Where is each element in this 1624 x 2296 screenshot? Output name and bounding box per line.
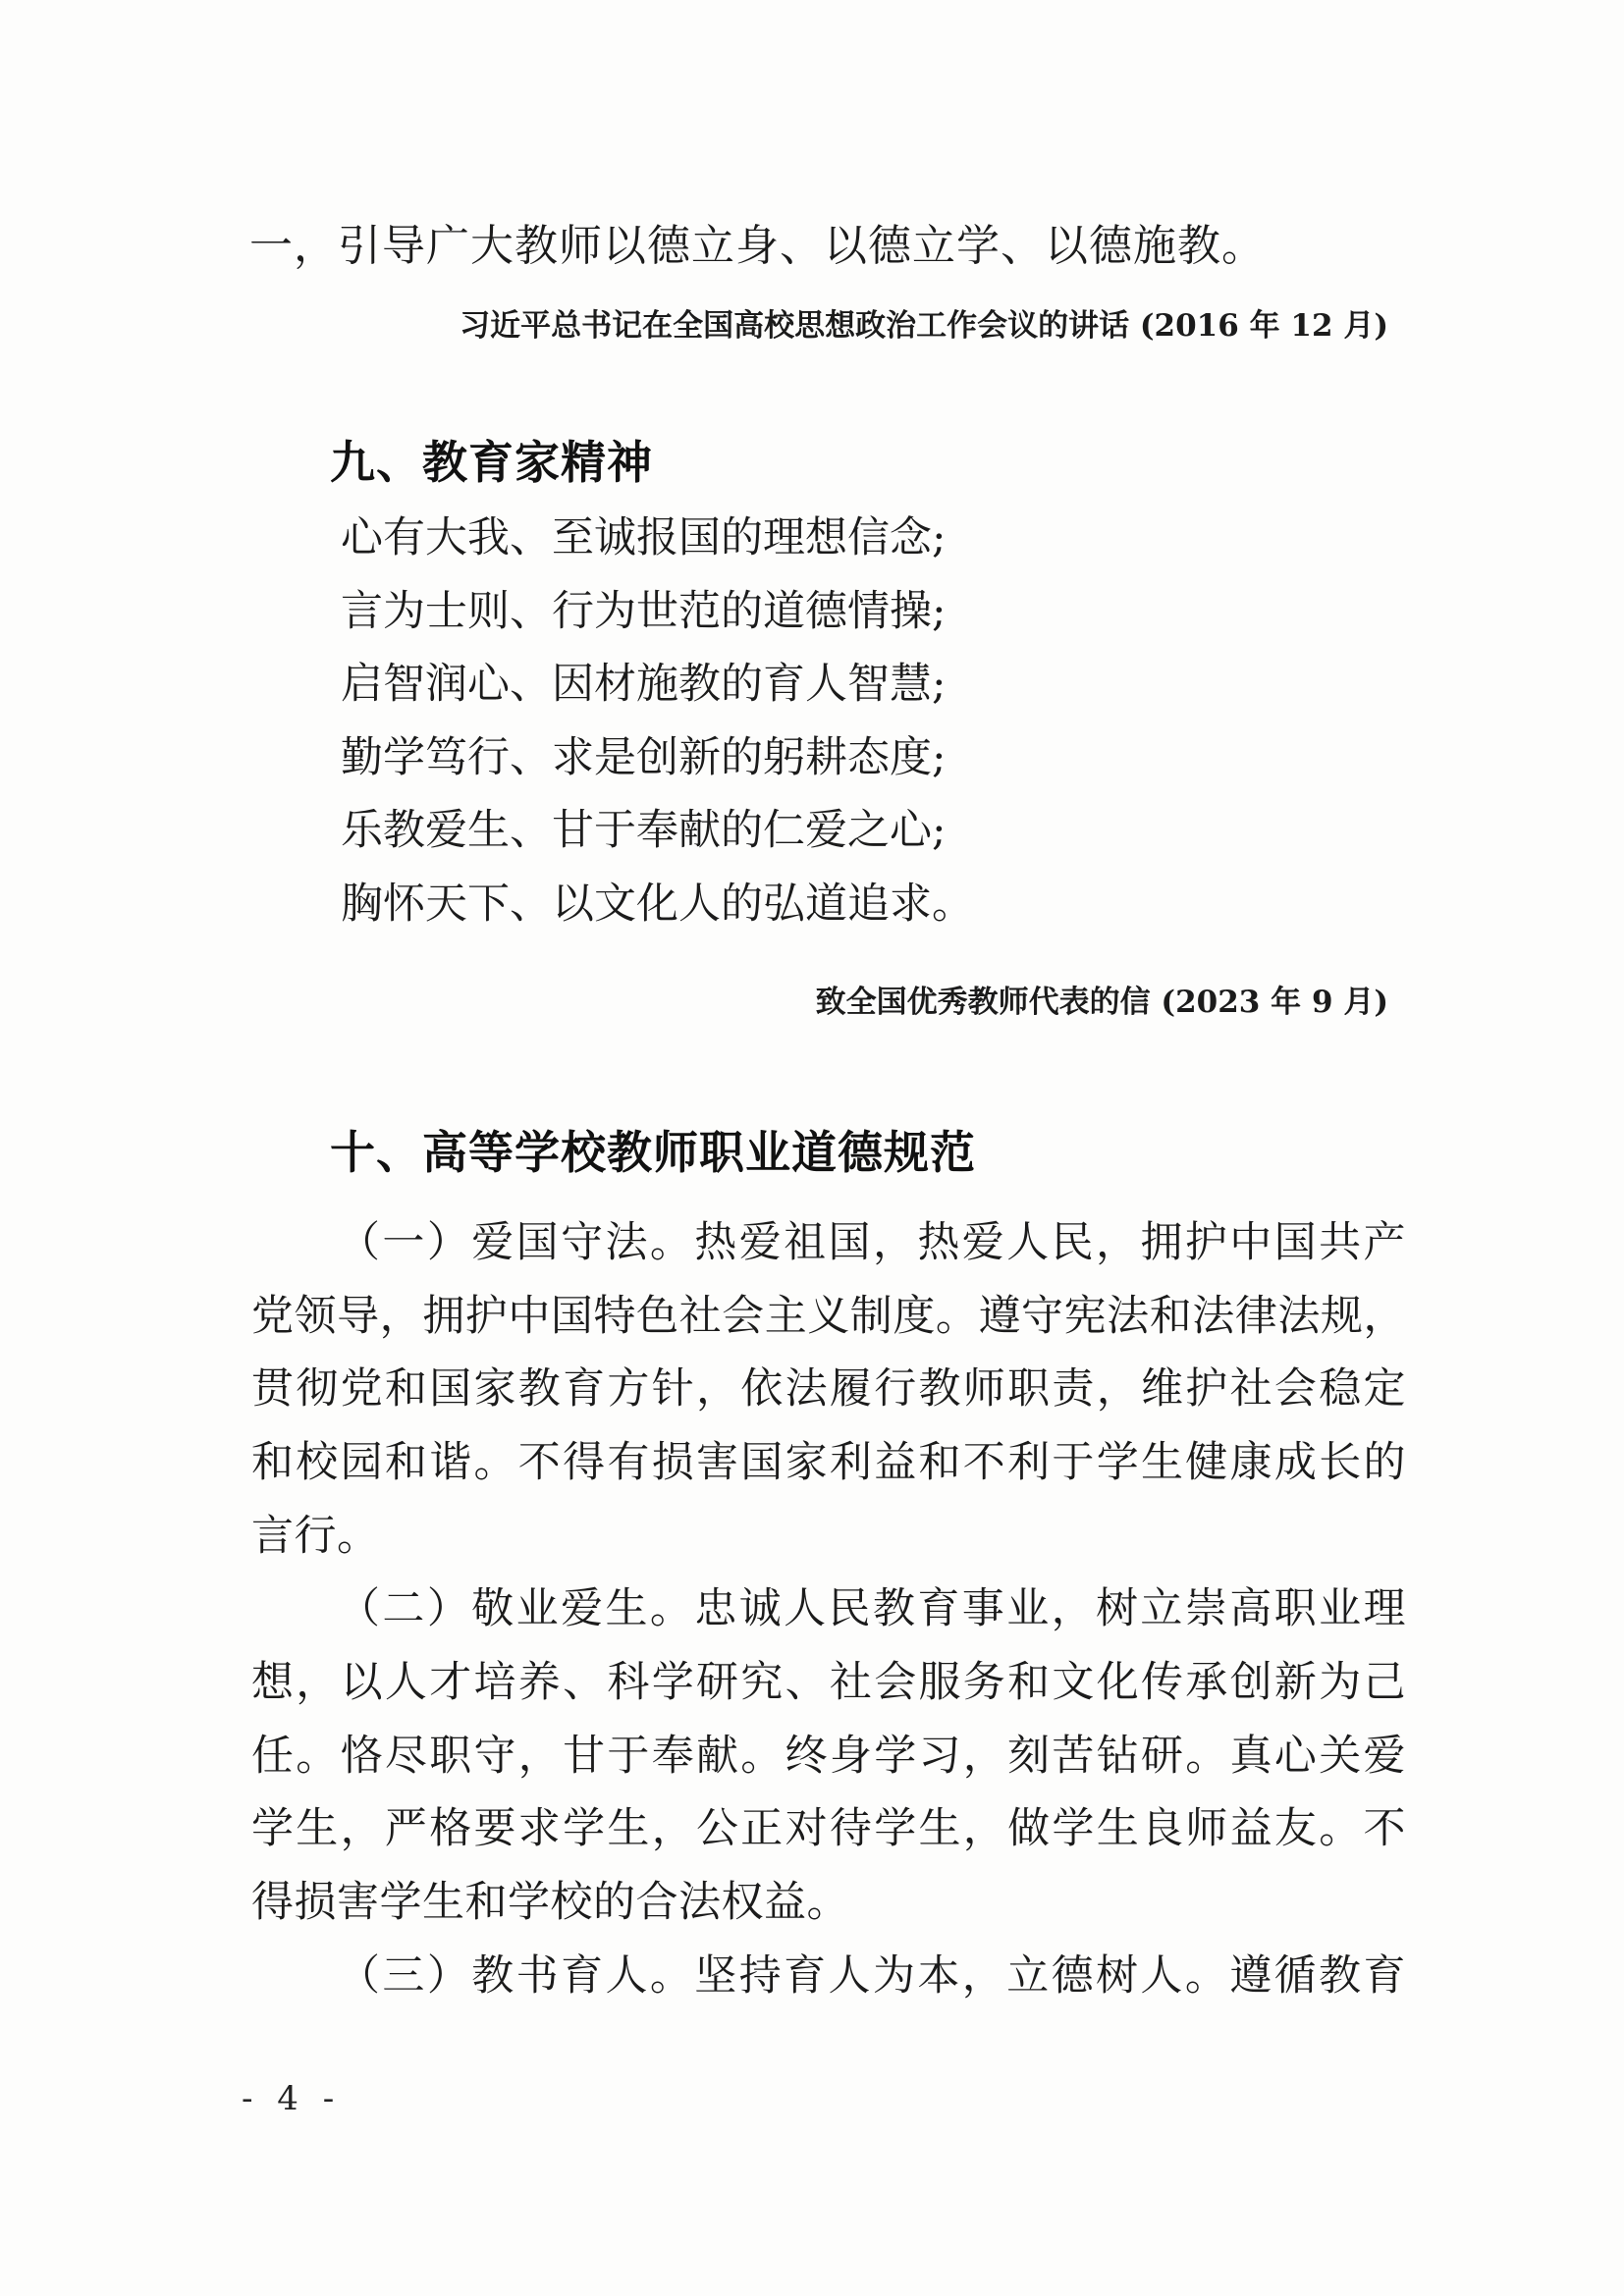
poem-line: 勤学笃行、求是创新的躬耕态度; [341,732,947,782]
poem-line: 乐教爱生、甘于奉献的仁爱之心; [341,806,947,856]
poem-line: 胸怀天下、以文化人的弘道追求。 [341,879,974,929]
section-10-heading: 十、高等学校教师职业道德规范 [330,1126,976,1179]
section-9-heading: 九、教育家精神 [330,436,653,489]
body-line: 贯彻党和国家教育方针，依法履行教师职责，维护社会稳定 [251,1364,1406,1415]
body-line: （二）敬业爱生。忠诚人民教育事业，树立崇高职业理 [338,1584,1406,1634]
page-number: - 4 - [242,2079,342,2118]
section-9-attribution: 致全国优秀教师代表的信 (2023 年 9 月) [815,985,1388,1020]
body-line: 言行。 [251,1511,380,1561]
body-line: 党领导，拥护中国特色社会主义制度。遵守宪法和法律法规， [251,1291,1406,1341]
intro-continuation-line: 一，引导广大教师以德立身、以德立学、以德施教。 [249,221,1266,271]
body-line: 和校园和谐。不得有损害国家利益和不利于学生健康成长的 [251,1437,1406,1487]
poem-line: 启智润心、因材施教的育人智慧; [341,660,947,710]
body-line: 想，以人才培养、科学研究、社会服务和文化传承创新为己 [251,1657,1406,1707]
body-line: 学生，严格要求学生，公正对待学生，做学生良师益友。不 [251,1804,1406,1854]
section-9-poem [341,502,974,941]
body-line: （一）爱国守法。热爱祖国，热爱人民，拥护中国共产 [338,1218,1406,1267]
body-line: 得损害学生和学校的合法权益。 [251,1877,849,1927]
poem-line: 心有大我、至诚报国的理想信念; [341,513,947,562]
body-line: 任。恪尽职守，甘于奉献。终身学习，刻苦钻研。真心关爱 [251,1731,1406,1781]
body-line: （三）教书育人。坚持育人为本，立德树人。遵循教育 [338,1950,1406,2001]
intro-attribution: 习近平总书记在全国高校思想政治工作会议的讲话 (2016 年 12 月) [460,308,1388,344]
section-10-body [251,1206,1406,2012]
poem-line: 言为士则、行为世范的道德情操; [341,586,947,636]
